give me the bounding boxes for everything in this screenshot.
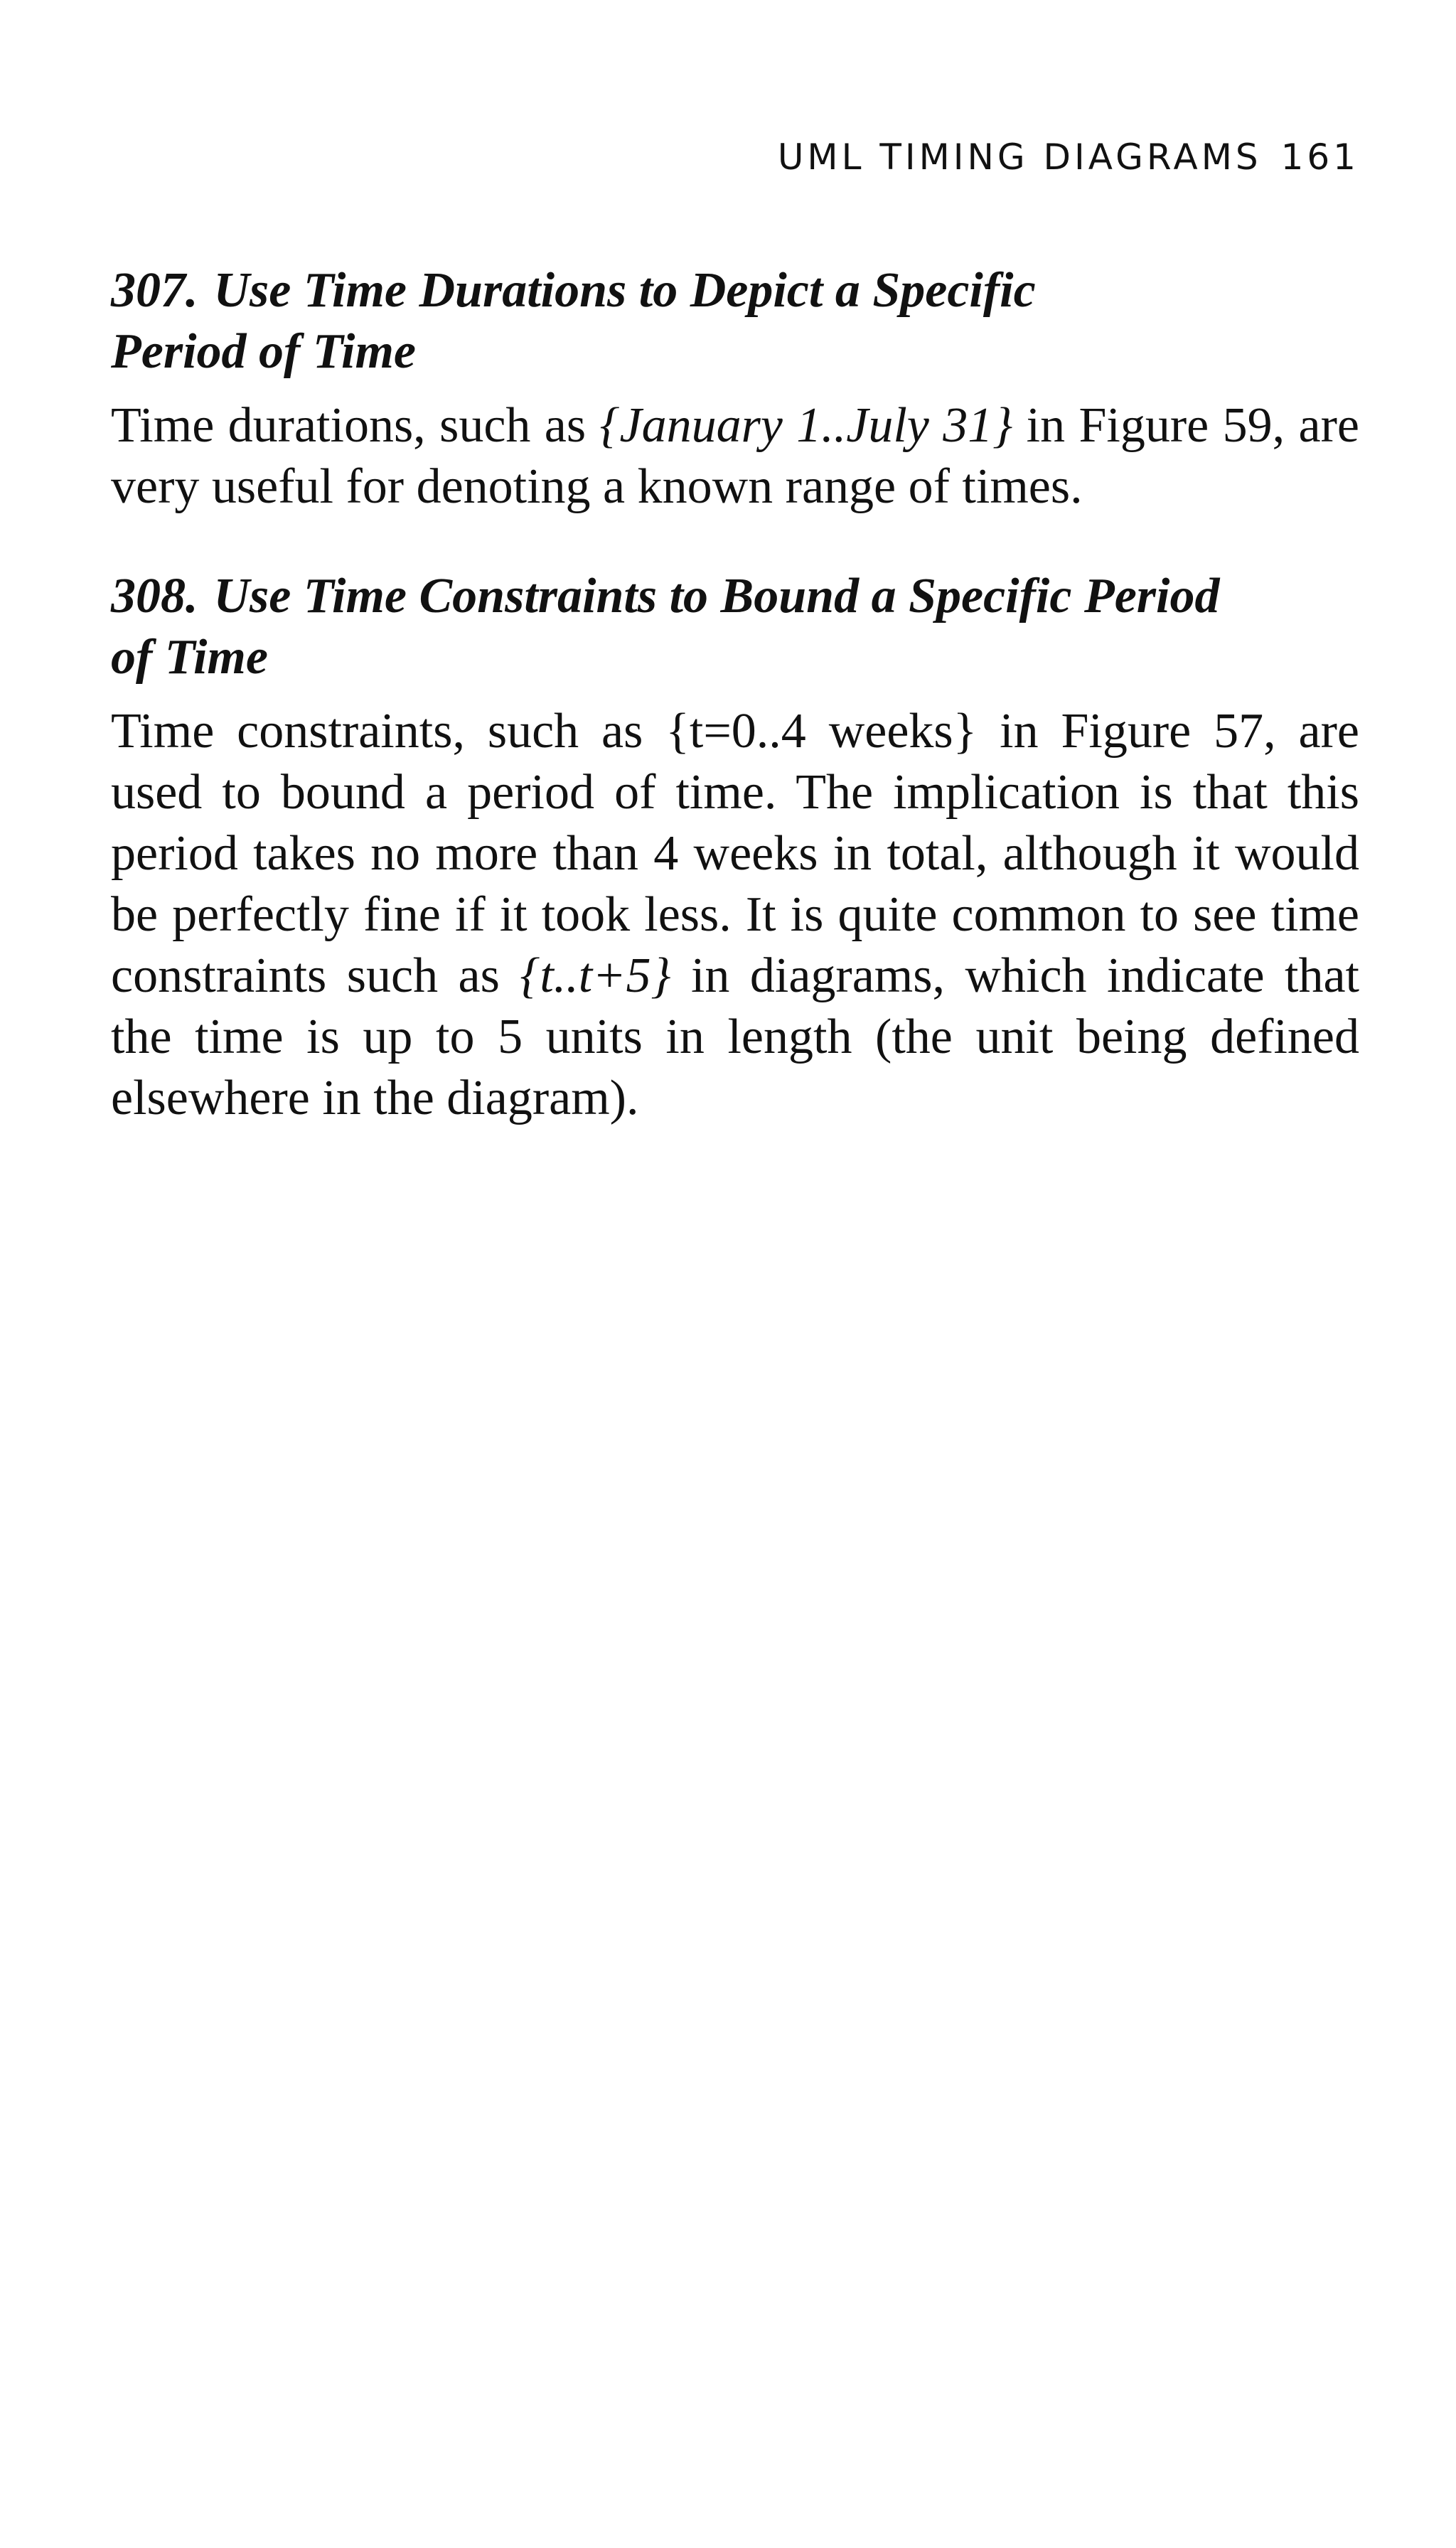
guideline-heading-line-2: of Time: [111, 630, 268, 685]
running-head-title: UML TIMING DIAGRAMS: [777, 136, 1262, 178]
body-text-part-1: Time constraints, such as {t=0..4 weeks} in Figure 57, are used to bound a period of time. The implication is that this period takes no more than 4 weeks in total, although it would be perfectly fine if it took less. It is quite common to see time constraints such as: [111, 704, 1359, 1003]
book-page: [111, 0, 1359, 2548]
running-head: [777, 136, 1359, 178]
guideline-body: [111, 701, 1359, 1129]
guideline-heading-line-1: Use Time Durations to Depict a Specific: [213, 263, 1036, 318]
guideline-308: [111, 566, 1359, 1129]
guideline-heading: [111, 260, 1359, 382]
guideline-heading-line-2: Period of Time: [111, 324, 416, 379]
guideline-307: [111, 260, 1359, 518]
body-text-part-2: in diagrams, which indicate that the time is up to 5 units in length (the unit being defined elsewhere in the diagram).: [111, 948, 1359, 1125]
body-text-part-2: in Figure 59, are very useful for denoting a known range of times.: [111, 398, 1359, 514]
guideline-number: 307.: [111, 263, 198, 318]
body-text-part-1: Time durations, such as: [111, 398, 600, 453]
guideline-number: 308.: [111, 569, 198, 623]
guideline-body: [111, 395, 1359, 518]
guideline-heading-line-1: Use Time Constraints to Bound a Specific Period: [213, 569, 1220, 623]
guideline-heading: [111, 566, 1359, 688]
body-italic-expression: {t..t+5}: [520, 948, 671, 1003]
page-number: 161: [1280, 136, 1359, 178]
body-italic-expression: {January 1..July 31}: [599, 398, 1013, 453]
